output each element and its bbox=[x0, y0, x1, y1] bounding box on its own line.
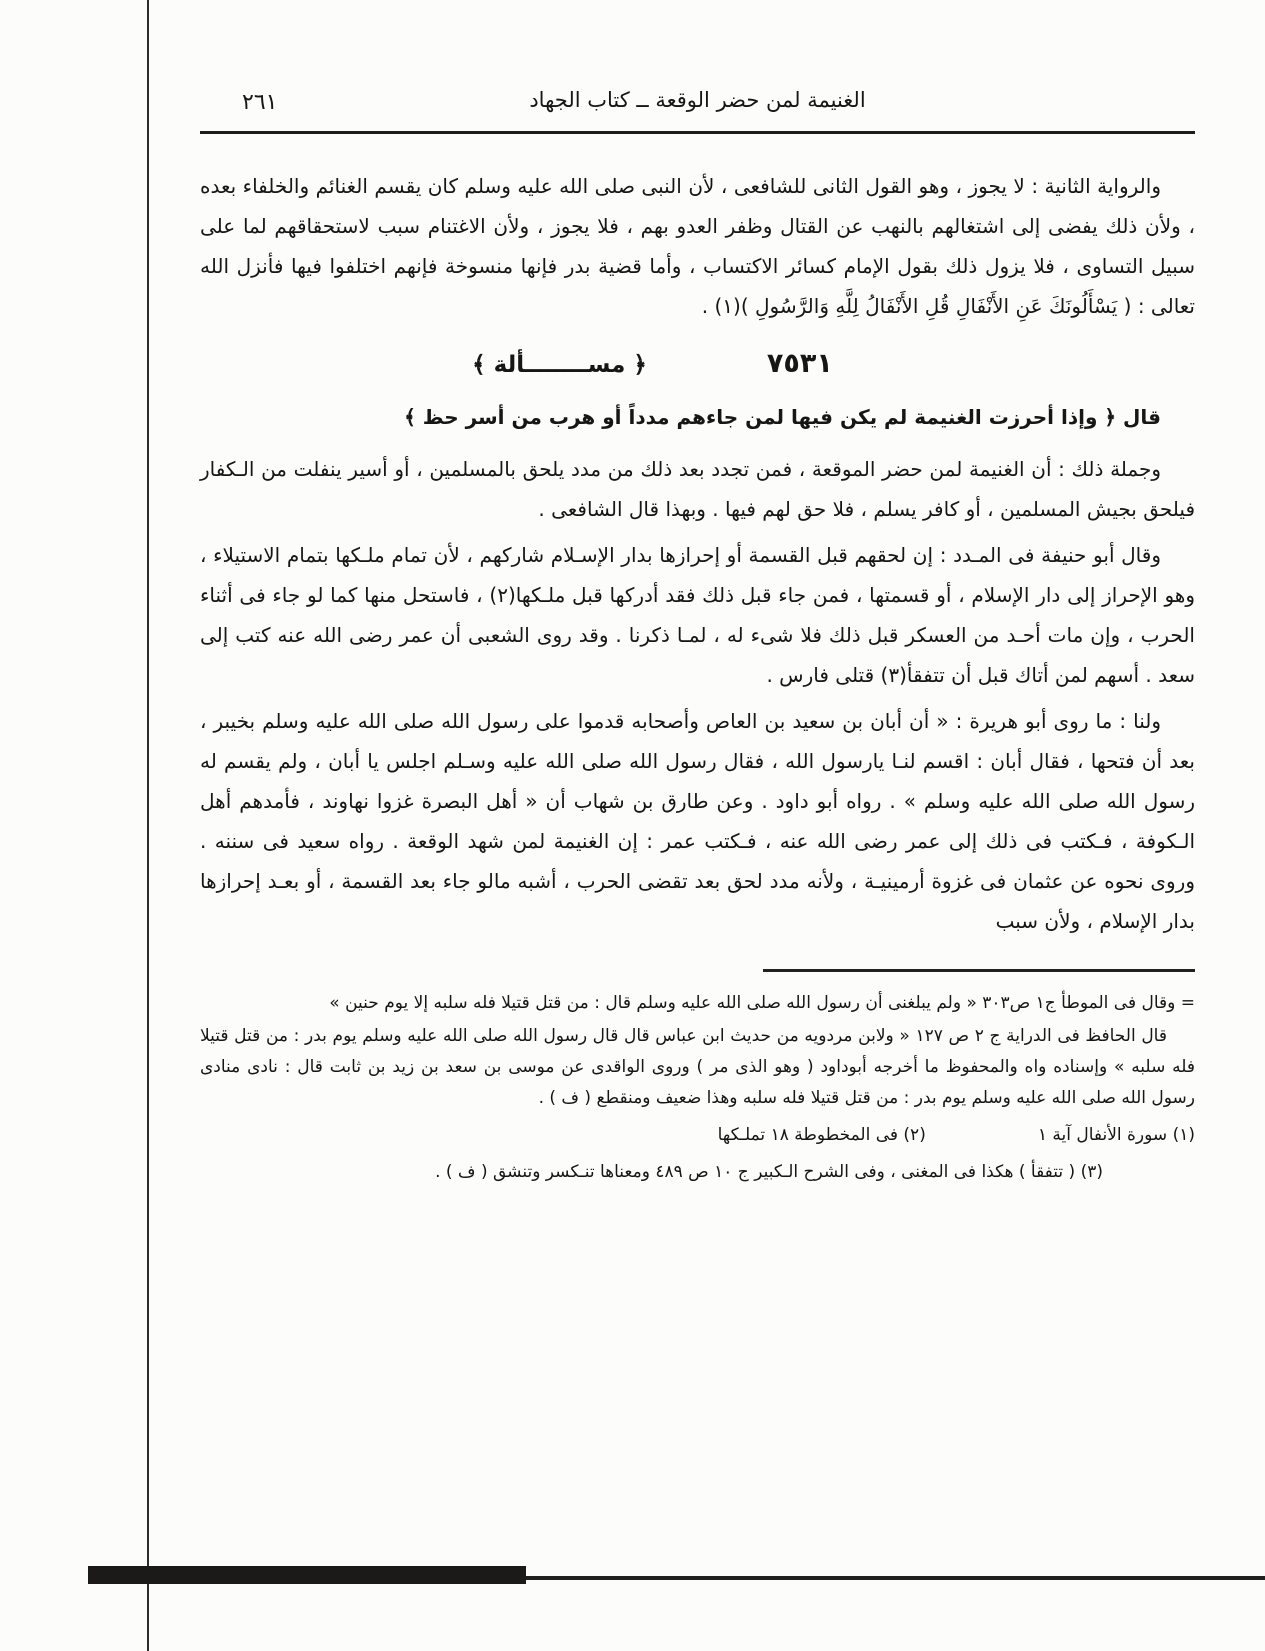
body-paragraph: والرواية الثانية : لا يجوز ، وهو القول الثانى للشافعى ، لأن النبى صلى الله عليه وسلم كان يقسم الغنائم والخلفاء بعده ، ولأن ذلك يفضى إلى اشتغالهم بالنهب عن القتال وظفر العدو بهم ، فلا يجوز ، ولأن الاغتنام سبب لاستحقاقهم لما على سبيل التساوى ، فلا يزول ذلك بقول الإمام كسائر الاكتساب ، وأما قضية بدر فإنها منسوخة فإنهم اختلفوا فيها فأنزل الله تعالى : ( يَسْأَلُونَكَ عَنِ الأَنْفَالِ قُلِ الأَنْفَالُ لِلَّهِ وَالرَّسُولِ )(١) . bbox=[200, 174, 1195, 318]
page-body bbox=[200, 166, 1195, 941]
footnote-continuation: = وقال فى الموطأ ج١ ص٣٠٣ « ولم يبلغنى أن رسول الله صلى الله عليه وسلم قال : من قتل قتيلا فله سلبه إلا يوم حنين » bbox=[329, 993, 1195, 1013]
body-paragraph: وجملة ذلك : أن الغنيمة لمن حضر الموقعة ، فمن تجدد بعد ذلك من مدد يلحق بالمسلمين ، أو أسير ينفلت من الـكفار فيلحق بجيش المسلمين ، أو كافر يسلم ، فلا حق لهم فيها . وبهذا قال الشافعى . bbox=[200, 457, 1195, 521]
section-label: ﴿ مســــــــألة ﴾ bbox=[472, 352, 647, 378]
page-content bbox=[200, 88, 1195, 1190]
page-number: ٢٦١ bbox=[242, 90, 278, 115]
body-paragraph: وقال أبو حنيفة فى المـدد : إن لحقهم قبل القسمة أو إحرازها بدار الإسـلام شاركهم ، لأن تمام ملـكها بتمام الاستيلاء ، وهو الإحراز إلى دار الإسلام ، أو قسمتها ، فمن جاء قبل ذلك فقد أدركها قبل ملـكها(٢) ، فاستحل منها كما لو جاء فى أثناء الحرب ، وإن مات أحـد من العسكر قبل ذلك فلا شىء له ، لمـا ذكرنا . وقد روى الشعبى أن عمر رضى الله عنه كتب إلى سعد . أسهم لمن أتاك قبل أن تتفقأ(٣) قتلى فارس . bbox=[200, 543, 1195, 687]
page-header bbox=[200, 88, 1195, 122]
header-rule bbox=[200, 131, 1195, 134]
footnote-separator bbox=[763, 969, 1195, 972]
footnotes-section bbox=[200, 988, 1195, 1188]
footnote-continuation: قال الحافظ فى الدراية ج ٢ ص ١٢٧ « ولابن مردويه من حديث ابن عباس قال قال رسول الله صلى الله عليه وسلم يوم بدر : من قتل قتيلا فله سلبه » وإسناده واه والمحفوظ ما أخرجه أبوداود ( وهو الذى مر ) وروى الواقدى عن موسى بن سعد بن زيد بن ثابت قال : نادى منادى رسول الله صلى الله عليه وسلم يوم بدر : من قتل قتيلا فله سلبه وهذا ضعيف ومنقطع ( ف ) . bbox=[200, 1026, 1195, 1108]
footnote-1: (١) سورة الأنفال آية ١ bbox=[1037, 1125, 1195, 1145]
footnote-row bbox=[200, 1120, 1195, 1151]
section-heading bbox=[200, 344, 1105, 385]
matn-paragraph: قال ﴿ وإذا أحرزت الغنيمة لم يكن فيها لمن جاءهم مدداً أو هرب من أسر حظ ﴾ bbox=[404, 405, 1161, 429]
running-title: الغنيمة لمن حضر الوقعة ــ كتاب الجهاد bbox=[529, 88, 866, 112]
footnote-2: (٢) فى المخطوطة ١٨ تملـكها bbox=[717, 1125, 926, 1145]
body-paragraph: ولنا : ما روى أبو هريرة : « أن أبان بن سعيد بن العاص وأصحابه قدموا على رسول الله صلى الله عليه وسلم بخيبر ، بعد أن فتحها ، فقال أبان : اقسم لنـا يارسول الله ، فقال رسول الله صلى الله عليه وسـلم اجلس يا أبان ، ولم يقسم له رسول الله صلى الله عليه وسلم » . رواه أبو داود . وعن طارق بن شهاب أن « أهل البصرة غزوا نهاوند ، فأمدهم أهل الـكوفة ، فـكتب فى ذلك إلى عمر رضى الله عنه ، فـكتب عمر : إن الغنيمة لمن شهد الوقعة . رواه سعيد فى سننه . وروى نحوه عن عثمان فى غزوة أرمينيـة ، ولأنه مدد لحق بعد تقضى الحرب ، أشبه مالو جاء بعد القسمة ، أو بعـد إحرازها بدار الإسلام ، ولأن سبب bbox=[200, 709, 1195, 933]
scan-bottom-blot bbox=[88, 1566, 526, 1584]
scan-left-border bbox=[147, 0, 149, 1651]
footnote-3: (٣) ( تتفقأ ) هكذا فى المغنى ، وفى الشرح الـكبير ج ١٠ ص ٤٨٩ ومعناها تنـكسر وتنشق ( ف ) . bbox=[435, 1162, 1103, 1182]
section-number: ٧٥٣١ bbox=[766, 348, 833, 379]
